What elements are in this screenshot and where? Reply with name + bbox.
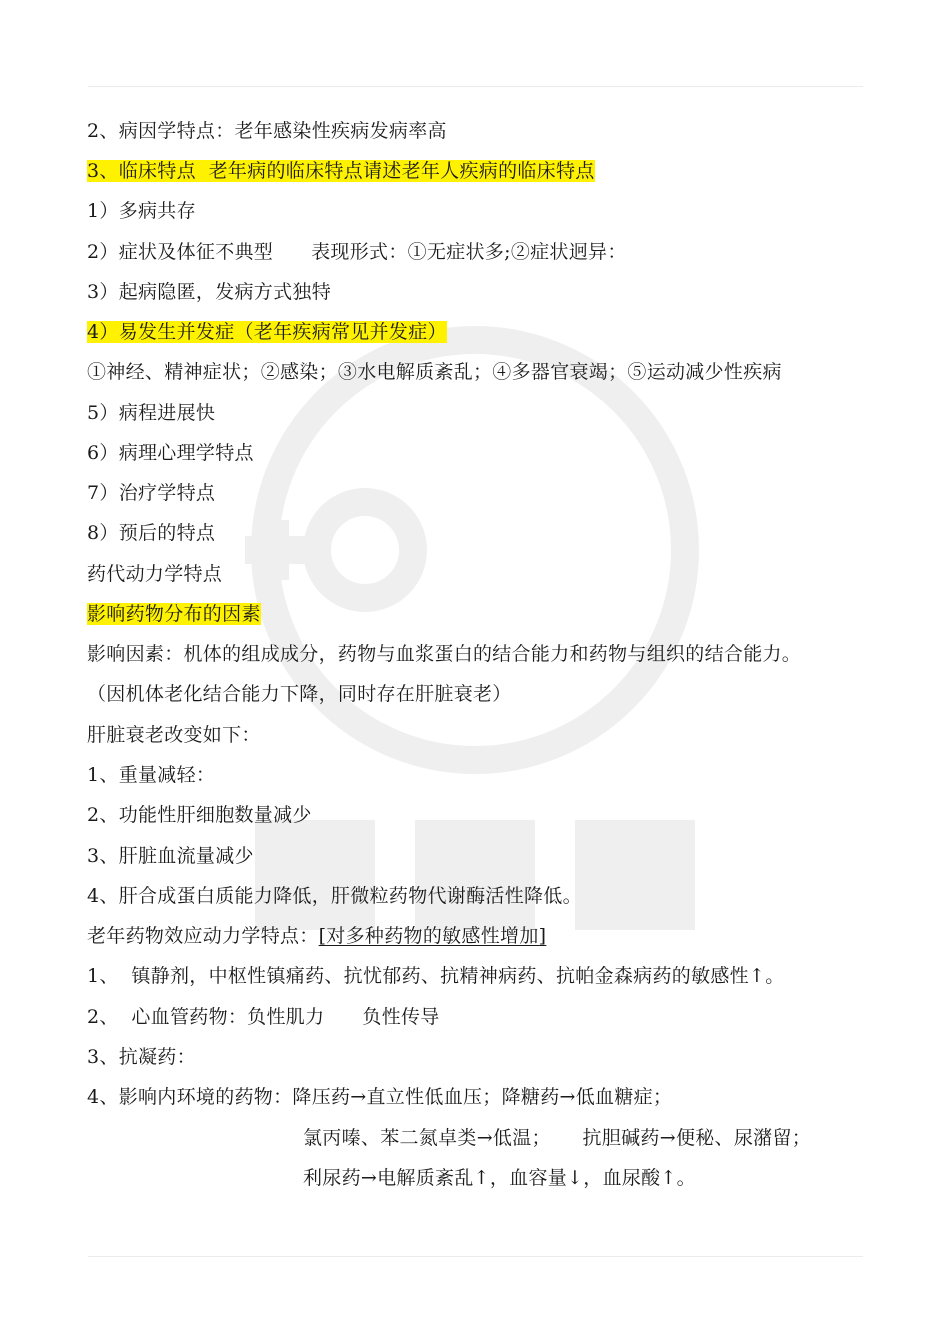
text-line: 4、影响内环境的药物：降压药→直立性低血压；降糖药→低血糖症； [87, 1086, 673, 1108]
heading-complications [87, 319, 447, 345]
text-line: 3、抗凝药： [87, 1046, 196, 1068]
text-line: 影响因素：机体的组成成分，药物与血浆蛋白的结合能力和药物与组织的结合能力。 [87, 643, 802, 665]
text-line: 3）起病隐匿，发病方式独特 [87, 281, 331, 303]
text-line: ①神经、精神症状；②感染；③水电解质紊乱；④多器官衰竭；⑤运动减少性疾病 [87, 361, 782, 383]
text-line: 6）病理心理学特点 [87, 442, 254, 464]
text-line: 1、重量减轻： [87, 764, 216, 786]
header-rule [88, 86, 863, 87]
text-line: （因机体老化结合能力下降，同时存在肝脏衰老） [87, 683, 512, 705]
text-line: 5）病程进展快 [87, 402, 216, 424]
pd-heading: 老年药物效应动力学特点： [87, 925, 319, 947]
text-line: 药代动力学特点 [87, 563, 223, 585]
text-line [87, 923, 546, 949]
highlighted-text: 4）易发生并发症（老年疾病常见并发症） [87, 321, 447, 343]
text-line: 4、肝合成蛋白质能力降低，肝微粒药物代谢酶活性降低。 [87, 885, 582, 907]
text-line: 利尿药→电解质紊乱↑，血容量↓，血尿酸↑。 [303, 1167, 696, 1189]
text-line: 7）治疗学特点 [87, 482, 216, 504]
text-line: 8）预后的特点 [87, 522, 216, 544]
text-line: 1）多病共存 [87, 200, 196, 222]
watermark-logo-icon [215, 320, 735, 940]
text-line: 3、肝脏血流量减少 [87, 845, 254, 867]
text-line: 2）症状及体征不典型 表现形式：①无症状多;②症状迥异： [87, 241, 627, 263]
text-line: 1、 镇静剂，中枢性镇痛药、抗忧郁药、抗精神病药、抗帕金森病药的敏感性↑。 [87, 965, 785, 987]
text-line: 2、功能性肝细胞数量减少 [87, 804, 312, 826]
text-line: 2、病因学特点：老年感染性疾病发病率高 [87, 120, 447, 142]
text-line: 肝脏衰老改变如下： [87, 724, 261, 746]
heading-drug-distribution [87, 601, 261, 627]
highlighted-text: 3、临床特点 老年病的临床特点请述老年人疾病的临床特点 [87, 160, 595, 182]
underlined-text: [对多种药物的敏感性增加] [318, 925, 547, 947]
text-line: 氯丙嗪、苯二氮卓类→低温； 抗胆碱药→便秘、尿潴留； [303, 1127, 812, 1149]
text-line: 2、 心血管药物：负性肌力 负性传导 [87, 1006, 440, 1028]
heading-clinical-features [87, 158, 595, 184]
footer-rule [88, 1256, 863, 1257]
highlighted-text: 影响药物分布的因素 [87, 603, 261, 625]
